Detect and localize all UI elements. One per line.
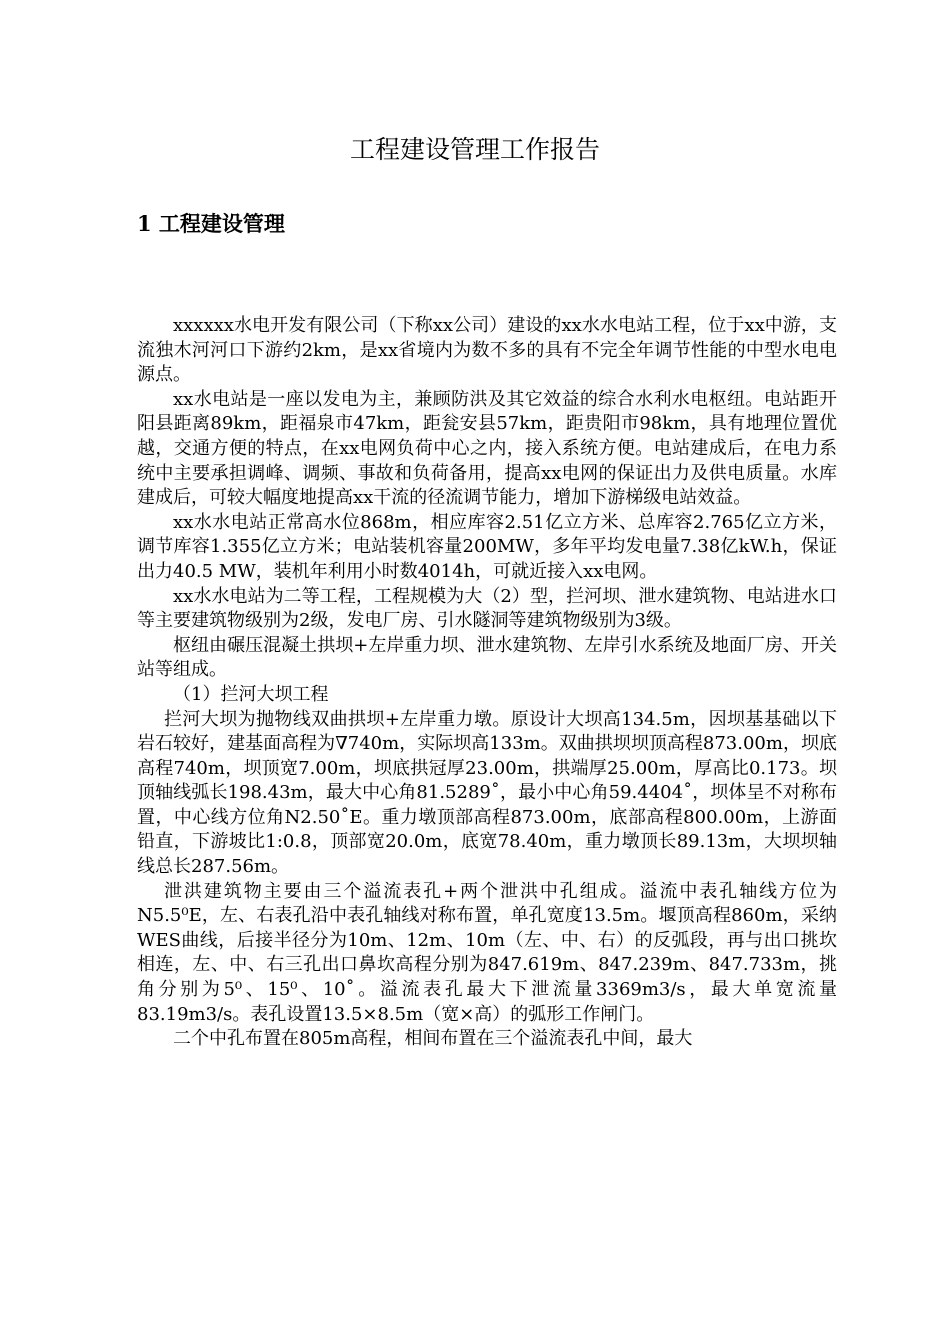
paragraph-middle-holes: 二个中孔布置在805m高程，相间布置在三个溢流表孔中间，最大: [173, 1028, 693, 1050]
paragraph-grade: xx水水电站为二等工程，工程规模为大（2）型，拦河坝、泄水建筑物、电站进水口等主要建筑物级别为2级，发电厂房、引水隧洞等建筑物级别为3级。: [137, 585, 837, 632]
section-heading: 1 工程建设管理: [137, 211, 285, 236]
paragraph-spillway: 泄洪建筑物主要由三个溢流表孔+两个泄洪中孔组成。溢流中表孔轴线方位为N5.5⁰E，左、右表孔沿中表孔轴线对称布置，单孔宽度13.5m。堰顶高程860m，采纳WES曲线，后接半径分为10m、12m、10m（左、中、右）的反弧段，再与出口挑坎相连，左、中、右三孔出口鼻坎高程分别为847.619m、847.239m、847.733m，挑角分别为5⁰、15⁰、10˚。溢流表孔最大下泄流量3369m3/s，最大单宽流量83.19m3/s。表孔设置13.5×8.5m（宽×高）的弧形工作闸门。: [137, 880, 837, 1025]
document-title: 工程建设管理工作报告: [349, 135, 600, 164]
paragraph-hub: 枢纽由碾压混凝土拱坝+左岸重力坝、泄水建筑物、左岸引水系统及地面厂房、开关站等组成。: [137, 634, 837, 681]
paragraph-overview: xx水电站是一座以发电为主，兼顾防洪及其它效益的综合水利水电枢纽。电站距开阳县距离89km，距福泉市47km，距瓮安县57km，距贵阳市98km，具有地理位置优越，交通方便的特点，在xx电网负荷中心之内，接入系统方便。电站建成后，在电力系统中主要承担调峰、调频、事故和负荷备用，提高xx电网的保证出力及供电质量。水库建成后，可较大幅度地提高xx干流的径流调节能力，增加下游梯级电站效益。: [137, 388, 837, 509]
subheading-dam: （1）拦河大坝工程: [173, 683, 329, 705]
paragraph-reservoir: xx水水电站正常高水位868m，相应库容2.51亿立方米、总库容2.765亿立方米，调节库容1.355亿立方米；电站装机容量200MW，多年平均发电量7.38亿kW.h，保证出力40.5 MW，装机年利用小时数4014h，可就近接入xx电网。: [137, 511, 837, 582]
paragraph-intro: xxxxxx水电开发有限公司（下称xx公司）建设的xx水水电站工程，位于xx中游，支流独木河河口下游约2km，是xx省境内为数不多的具有不完全年调节性能的中型水电电源点。: [137, 315, 837, 386]
document-body: [137, 314, 837, 1052]
paragraph-dam: 拦河大坝为抛物线双曲拱坝+左岸重力墩。原设计大坝高134.5m，因坝基基础以下岩石较好，建基面高程为∇740m，实际坝高133m。双曲拱坝坝顶高程873.00m，坝底高程740m，坝顶宽7.00m，坝底拱冠厚23.00m，拱端厚25.00m，厚高比0.173。坝顶轴线弧长198.43m，最大中心角81.5289˚，最小中心角59.4404˚，坝体呈不对称布置，中心线方位角N2.50˚E。重力墩顶部高程873.00m，底部高程800.00m，上游面铅直，下游坡比1:0.8，顶部宽20.0m，底宽78.40m，重力墩顶长89.13m，大坝坝轴线总长287.56m。: [137, 708, 837, 878]
